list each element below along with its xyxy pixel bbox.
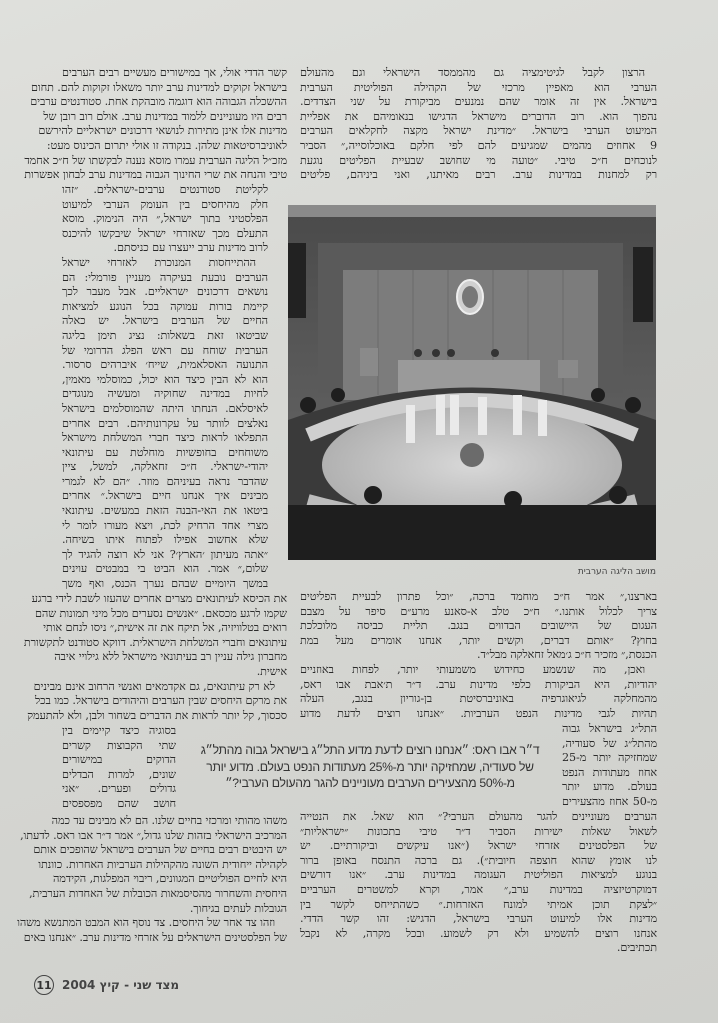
text-line: נאלצים לוותר על עקרונותיהם. רבים אחרים [62, 416, 268, 430]
pull-quote-line: מ-50% מהצעירים הערבים מעוניינים להגר מהעולם הערבי?״ [225, 776, 515, 790]
text-line: שקמו לרגע מכסאם. ״אנשים נסערים מכל מיני תמונות שהם [35, 606, 287, 620]
text-line: בחוץ? ״אותם דברים, וקשים יותר, אנחנו אומרים מעל במת [300, 633, 657, 647]
article-column-right-bottom [300, 810, 657, 956]
text-line: הפלסטיני בתוך ישראל,״ היה הנימוק. מוסא [62, 212, 268, 226]
publication-issue: מצד שני - קיץ 2004 [62, 978, 180, 992]
text-line: רק למחנות במדינות ערב. רבים מאיתנו, ואני ביניהם, פליטים [300, 168, 657, 182]
text-line: יהודיות, היא הביקורת כלפי מדינות ערב. ד״ר ת׳אבת אבו ראס, [300, 677, 657, 691]
text-line: דמוקרטיזציה במדינות ערב,״ אמר, וקרא למשטרים הערביים [300, 882, 657, 896]
text-line: יש היבטים רבים בחיים של הערבים בישראל שהופכים אותם [33, 843, 287, 857]
arab-league-session-photo [288, 205, 656, 560]
text-line: שתי הקבוצות קשרים [62, 738, 176, 752]
article-column-right-narrow [562, 722, 657, 810]
text-line: לחיות במדינה שחוקיה ומעשיה מנוגדים [62, 387, 268, 401]
text-line: לנוכחים ח״כ טיבי. ״טועה מי שחושב שבעיית הפליטים נוגעת [300, 153, 657, 167]
text-line: מ-50 אחוז מהצעירים [562, 794, 657, 808]
text-line: מחברון גילה עניין רב בעיתונאי מישראל ללא גילויי איבה [54, 650, 287, 664]
text-line: מהמחלקה לגיאוגרפיה באוניברסיטת בן-גוריון בנגב, העלה [300, 692, 657, 706]
photo-caption: מושב הליגה הערבית [577, 567, 656, 577]
text-line: שהדבר נראה בעיניהם מוזר. ״הם לא לגמרי [62, 474, 268, 488]
text-line: בסוגיה כיצד קיימים בין [62, 724, 176, 737]
text-line: ואכן, מה שנשמע כחידוש משמעותי יותר, לפחות באוזניים [300, 662, 645, 676]
text-line: תהיות לגבי מדינות הנפט הערביות. ״אנחנו רוצים לדעת מדוע [300, 706, 657, 720]
text-line: הערבים מעוניינים להגר מהעולם הערבי?״ הוא שאל. את הנטייה [300, 810, 657, 823]
text-line: את מרקם היחסים שבין הערבים והיהודים בישראל. כמו בכל [34, 694, 287, 708]
text-line: לנו אומץ שהוא חוצפה חיובית״). גם ברכה התנסח באופן ברור [300, 853, 657, 867]
text-line: הדוקים במישורים [62, 753, 176, 767]
text-line: היא לחיים הפוליטיים המגוונים, ריבוי המפלגות, הקידמה [52, 872, 287, 886]
pull-quote-line: של סעודיה, שמחזיקה יותר מ-25% מעתודות הנפט בעולם. מדוע יותר [206, 759, 534, 774]
text-line: במשך היומיים שבהם נערך הכנס, ואף משך [62, 577, 268, 591]
text-line: בישראל זקוקים למדינות ערב יותר משאלו זקוקות להם. תחום [30, 80, 287, 94]
page-number: 11 [34, 975, 54, 995]
text-line: חלק מהיחסים בין העומק הערבי למיעוט [62, 197, 268, 211]
text-line: אחוז מעתודות הנפט [562, 765, 657, 779]
text-line: ״לצקת תוכן אמיתי למונח האזרחות.״ כשהתייחס לקשר בין [300, 897, 657, 911]
article-column-right-top [300, 66, 657, 183]
text-line: שונים, למרות הבדלים [62, 767, 176, 781]
text-line: התל״ג בישראל גבוה [562, 722, 657, 735]
text-line: הכנסת,״ מזכיר ח״כ ג׳מאל זחאלקה מבל״ד. [476, 648, 657, 662]
photo-illustration [288, 205, 656, 560]
text-line: התנועה האסלאמית, שייח׳ איברהים סרסור. [62, 358, 268, 372]
text-line: טיבי והנחה את שרי החינוך הגבוה במדינות ערב לבחון אפשרות [24, 168, 287, 182]
article-column-left-bottom [17, 814, 287, 945]
text-line: הוא לא הבין כיצד הוא יכול, כמוסלמי מאמין, [62, 372, 268, 386]
text-line: של הפלסטינים הישראלים על אזרחי מדינות ערב. ״אנחנו באים [23, 930, 287, 944]
text-line: רואים בטלוויזיה, אל תיקח את זה אישית,״ ניסו לנחם אותי [43, 621, 287, 635]
text-line: שלא אחשוב אפילו לפתוח איתו בשיחה. [62, 533, 268, 547]
text-line: 9 אחוזים מהמים שמגיעים להם לפי חלקם באוכלוסייה,״ הסביר [300, 138, 657, 152]
pull-quote-line: ד״ר אבו ראס: ״אנחנו רוצים לדעת מדוע התל״ג בישראל גבוה מהתל״ג [200, 743, 540, 757]
text-line: בישראל. אין זה אומר שהם נמנעים מביקורת על שני הצדדים. [300, 95, 657, 109]
text-line: נושאים דרכונים ישראליים. אבל מעבר לכך [62, 285, 268, 299]
text-line: התפלאו לראות כיצד חברי המשלחת מישראל [62, 431, 268, 445]
text-line: מצרי אחד הרחיק לכת, ויצא מעורו לומר לי [62, 518, 268, 532]
text-line: משהו מהותי ומרכזי בחיים שלנו. הם לא מבינים עד כמה [51, 814, 287, 827]
text-line: אישית. [256, 664, 287, 678]
text-line: שביטאו זאת בשאלות: נציג תימן בליגה [62, 328, 268, 342]
text-line: שלום,״ אמר. הוא הביט בי במבטים עוינים [62, 562, 268, 576]
text-line: לקליטת סטודנטים ערבים-ישראלים. ״זהו [62, 183, 268, 196]
text-line: ההתייחסות המנוכרת לאזרחי ישראל [62, 255, 256, 269]
text-line: הערבי הוא מאפיין מרכזי של הקהילה הפוליטית הערבית [300, 80, 657, 94]
text-line: רבים היו מעוניינים ללמוד במדינות ערב. אולם רוב רובן של [43, 109, 287, 123]
text-line: העגום של היישובים הבדווים בנגב. תליית כביסה מלוכלכת [300, 619, 657, 633]
text-line: לא רק עיתונאים, גם אקדמאים ואנשי הרחוב אינם מבינים [33, 679, 275, 693]
text-line: מזכ״ל הליגה הערבית עמרו מוסא נענה לבקשתו של ח״כ אחמד [24, 153, 287, 167]
text-line: נהפוך הוא. רוב הדוברים מישראל הדגישו בנאומיהם את אפליית [300, 109, 657, 123]
article-column-left-middle [23, 592, 287, 723]
text-line: צריך לכלול אותנו.״ ח״כ טלב א-סאנע מרע״ם סיפר על מצבם [300, 604, 657, 618]
article-column-left-narrow-lower [62, 724, 176, 812]
text-line: בארצנו,״ אמר ח״כ מוחמד ברכה, ״וכל פתרון לבעיית הפליטים [300, 590, 657, 603]
text-line: של הפלסטינים אזרחי ישראל (״אנו עיקשים וביקורתיים. יש [300, 839, 657, 853]
text-line: לאוניברסיטאות שלהן. בנקודה זו אולי יתרום הכינוס מעט: [46, 138, 287, 152]
text-line: קשר הדדי אולי, אך במישורים מעשיים רבים הערבים [62, 66, 287, 79]
text-line: אנחנו רוצים להשמיע ולא רק לשמוע. ובכל מקרה, לא נקבל [300, 926, 657, 940]
text-line: תכתיבים. [616, 941, 657, 955]
article-column-left-narrow [62, 183, 268, 592]
text-line: עיתונאים וחברי המשלחת הישראלית. דווקא סטודנט לתקשורת [23, 635, 287, 649]
text-line: המרכיב הישראלי בזהות שלנו גדול,״ אמר ד״ר אבו ראס. לדעתו, [20, 828, 287, 842]
text-line: סכסוך, קל יותר לראות את הדברים בשחור ולבן, ולא להתעמק [27, 708, 287, 722]
text-line: ההשכלה הגבוהה הוא דוגמה מובהקת אחת. סטודנטים ערבים [30, 95, 287, 109]
text-line: שמחזיקה יותר מ-25 [562, 751, 657, 765]
text-line: היחסית והשחרור מהסיסמאות הכובלות של האחדות הערבית, [29, 886, 287, 900]
text-line: מדינות אלו אינן מתירות לנושאי דרכונים ישראליים להירשם [38, 124, 287, 138]
text-line: חושב שהם מפספסים [62, 796, 176, 810]
text-line: ביטאו את האי-הבנה הזאת במעשים. עיתונאי [62, 504, 268, 518]
text-line: מהתל״ג של סעודיה, [562, 736, 657, 750]
text-line: קיימת בורות עמוקה בכל הנוגע למציאות [62, 299, 268, 313]
article-column-right-middle [300, 590, 657, 721]
text-line: לרוב מדינות ערב ייעצרו עם כניסתם. [113, 241, 268, 255]
text-line: ״אתה מעיתון ׳הארץ׳? אני לא רוצה להגיד לך [62, 547, 268, 561]
text-line: לאיסלאם. הנחתו היתה שהמוסלמים בישראל [62, 401, 268, 415]
text-line: לקהילה ייחודית השונה מהקהילות הערביות האחרות. כוונתו [38, 857, 287, 871]
text-line: וזהו צד אחר של היחסים. צד נוסף הוא המבט המתנשא משהו [17, 916, 275, 930]
text-line: התעלם מכך שאזרחי ישראל שיבקשו להיכנס [62, 226, 268, 240]
text-line: הרצון לקבל לגיטימציה גם מהממסד הישראלי וגם מהעולם [300, 66, 645, 79]
article-column-left-top [24, 66, 287, 183]
text-line: המיעוט הערבי בישראל. ״מדינת ישראל מקצה לחקלאים הערבים [300, 124, 657, 138]
page-footer [34, 975, 179, 995]
text-line: הערבית שוחח עם ראש הפלג הדרומי של [62, 343, 268, 357]
text-line: הערבים נובעת בעיקרה מעניין פורמלי: הם [62, 270, 268, 284]
text-line: מבינים איך אנחנו חיים בישראל.״ אחרים [62, 489, 268, 503]
text-line: יהודי-ישראלי. ח״כ זחאלקה, למשל, ציין [62, 460, 268, 474]
text-line: משוחחים בחופשיות מוחלטת עם עיתונאי [62, 445, 268, 459]
text-line: החיים של הערבים בישראל. יש כאלה [62, 314, 268, 328]
text-line: הגובלות לעתים בגיחוך. [189, 901, 287, 915]
text-line: מדינות אלו למיעוט הערבי בישראל, הדגיש: זהו קשר הדדי. [300, 912, 657, 926]
text-line: את הכיסא לעיתונאים מצרים אחרים שהעזו לשבת לידי ברגע [31, 592, 287, 605]
pull-quote [184, 742, 556, 792]
text-line: בעולם. מדוע יותר [562, 780, 657, 794]
text-line: בנוגע למציאות הפוליטית העגומה במדינות ערב. ״אנו דורשים [300, 868, 657, 882]
text-line: גדולים ופערים. ״אני [62, 782, 176, 796]
text-line: לשאול שאלות ישירות הסביר ד״ר טיבי בתכונות ״ישראליות״ [300, 824, 657, 838]
